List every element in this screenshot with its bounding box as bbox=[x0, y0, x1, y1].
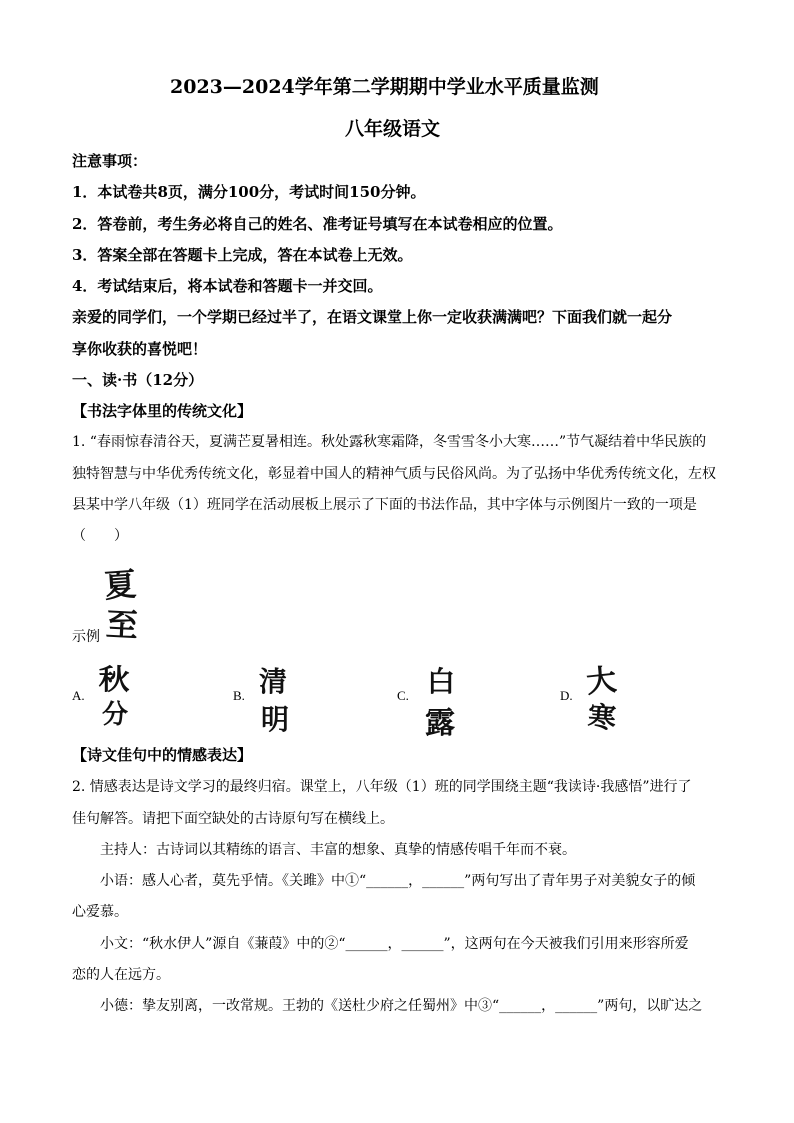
option-d-char-1: 大 bbox=[584, 662, 619, 701]
example-char-1: 夏 bbox=[102, 564, 138, 606]
option-b-char-1: 清 bbox=[259, 665, 288, 698]
notes-heading: 注意事项： bbox=[72, 152, 148, 170]
option-b-label: B. bbox=[233, 688, 245, 703]
option-a-char-1: 秋 bbox=[98, 663, 130, 696]
subsection-calligraphy: 【书法字体里的传统文化】 bbox=[72, 402, 253, 420]
q2-xiaode-line-1: 小德：挚友别离，一改常规。王勃的《送杜少府之任蜀州》中③“______，______”两句，以旷达之 bbox=[100, 998, 703, 1014]
option-c-char-2: 露 bbox=[425, 706, 455, 741]
option-d-image[interactable] bbox=[582, 654, 622, 734]
q2-line-1: 2. 情感表达是诗文学习的最终归宿。课堂上，八年级（1）班的同学围绕主题“我读诗·我感悟”进行了 bbox=[72, 779, 692, 795]
example-calligraphy-image bbox=[100, 560, 140, 645]
intro-line-2: 享你收获的喜悦吧！ bbox=[72, 340, 208, 358]
q1-line-4: （ ） bbox=[72, 528, 128, 544]
notes-item-3: 3．答案全部在答题卡上完成，答在本试卷上无效。 bbox=[72, 246, 413, 264]
example-label: 示例 bbox=[72, 629, 100, 645]
option-a-label: A. bbox=[72, 688, 85, 703]
option-c-char-1: 白 bbox=[427, 665, 456, 698]
option-b-image[interactable] bbox=[255, 660, 295, 736]
option-d-label: D. bbox=[560, 688, 573, 703]
option-b-char-2: 明 bbox=[261, 703, 290, 736]
section-heading: 一、读·书（12分） bbox=[72, 371, 204, 389]
q2-xiaowen-line-1: 小文：“秋水伊人”源自《蒹葭》中的②“______，______”，这两句在今天被我们引用来形容所爱 bbox=[100, 936, 689, 952]
page-subtitle: 八年级语文 bbox=[345, 118, 441, 140]
subsection-poetry: 【诗文佳句中的情感表达】 bbox=[72, 746, 253, 764]
intro-line-1: 亲爱的同学们，一个学期已经过半了，在语文课堂上你一定收获满满吧？下面我们就一起分 bbox=[72, 308, 673, 326]
option-c-label: C. bbox=[397, 688, 409, 703]
q2-xiaowen-line-2: 恋的人在远方。 bbox=[72, 967, 170, 983]
q2-line-2: 佳句解答。请把下面空缺处的古诗原句写在横线上。 bbox=[72, 811, 394, 827]
notes-item-2: 2．答卷前，考生务必将自己的姓名、准考证号填写在本试卷相应的位置。 bbox=[72, 215, 563, 233]
option-a-image[interactable] bbox=[94, 656, 134, 732]
option-a-char-2: 分 bbox=[102, 700, 129, 730]
q1-line-1: 1. “春雨惊春清谷天，夏满芒夏暑相连。秋处露秋寒霜降，冬雪雪冬小大寒……”节气凝结着中华民族的 bbox=[72, 434, 707, 450]
notes-item-4: 4．考试结束后，将本试卷和答题卡一并交回。 bbox=[72, 277, 383, 295]
q2-xiaoyu-line-1: 小语：感人心者，莫先乎情。《关雎》中①“______，______”两句写出了青年男子对美貌女子的倾 bbox=[100, 873, 696, 889]
q1-line-3: 县某中学八年级（1）班同学在活动展板上展示了下面的书法作品，其中字体与示例图片一致的一项是 bbox=[72, 497, 697, 513]
page-title: 2023—2024学年第二学期期中学业水平质量监测 bbox=[170, 76, 599, 98]
example-char-2: 至 bbox=[104, 605, 139, 645]
q2-host: 主持人：古诗词以其精练的语言、丰富的想象、真挚的情感传唱千年而不衰。 bbox=[100, 842, 576, 858]
option-d-char-2: 寒 bbox=[586, 700, 618, 735]
notes-item-1: 1．本试卷共8页，满分100分，考试时间150分钟。 bbox=[72, 183, 426, 201]
q2-xiaoyu-line-2: 心爱慕。 bbox=[72, 904, 128, 920]
q1-line-2: 独特智慧与中华优秀传统文化，彰显着中国人的精神气质与民俗风尚。为了弘扬中华优秀传统文化，左权 bbox=[72, 466, 716, 482]
option-c-image[interactable] bbox=[421, 660, 461, 741]
